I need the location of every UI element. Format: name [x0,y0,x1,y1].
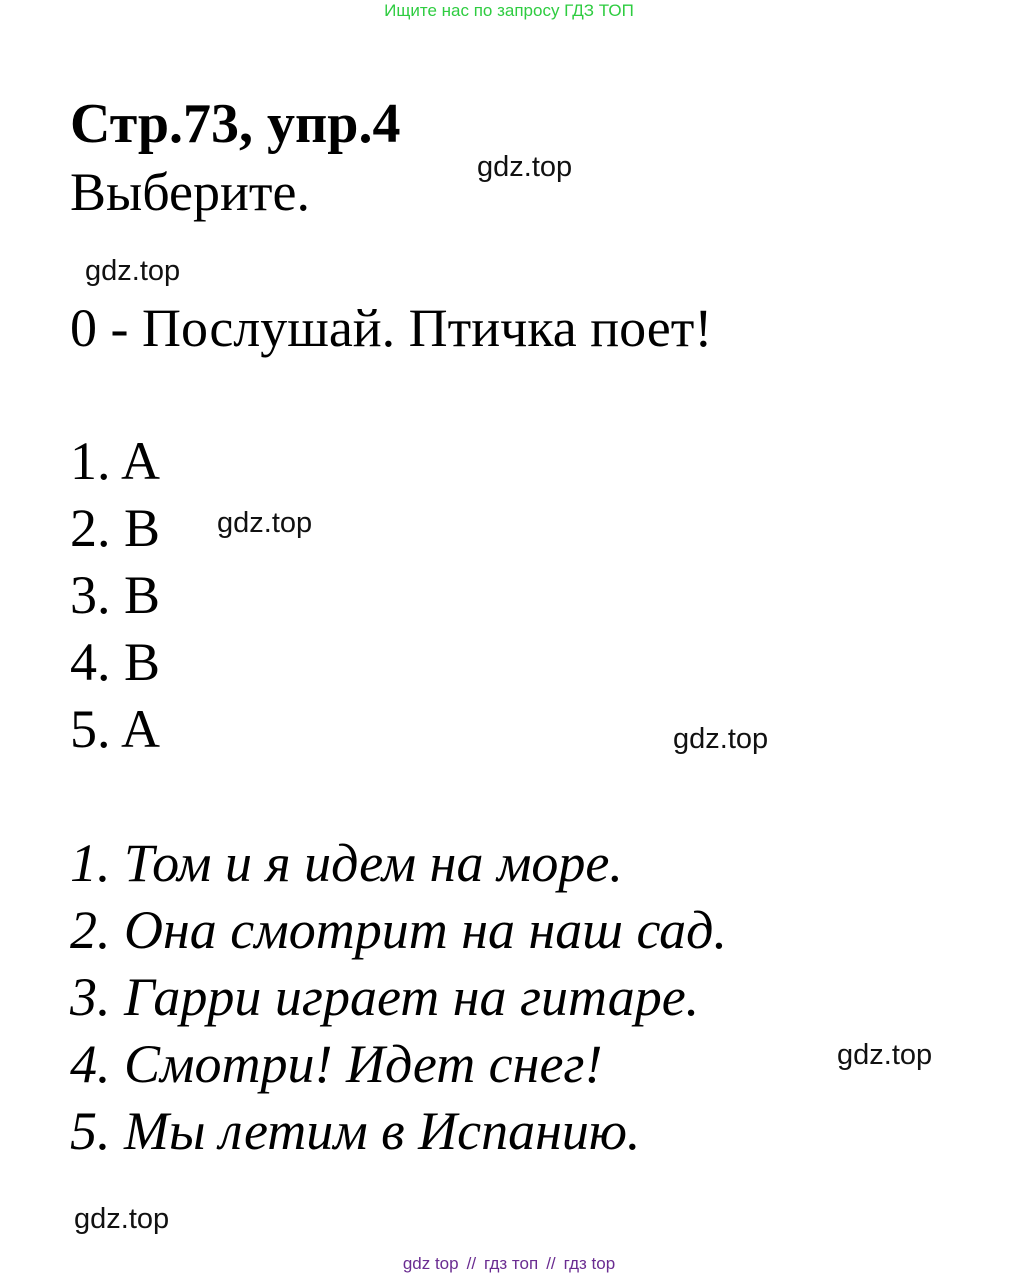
answer-item: 3. B [70,565,161,625]
answer-item: 5. A [70,699,161,759]
footer-link[interactable]: гдз топ [484,1254,539,1273]
translation-item: 5. Мы летим в Испанию. [70,1101,641,1161]
footer-separator: // [546,1254,556,1273]
watermark: gdz.top [217,507,313,539]
watermark: gdz.top [837,1039,933,1071]
footer-separator: // [466,1254,477,1273]
page-title: Стр.73, упр.4 [70,93,401,155]
watermark: gdz.top [85,255,181,287]
example-line: 0 - Послушай. Птичка поет! [70,298,713,358]
answer-item: 1. A [70,431,161,491]
translation-item: 2. Она смотрит на наш сад. [70,900,727,960]
footer-links [0,1253,1018,1275]
answer-item: 2. B [70,498,161,558]
watermark: gdz.top [74,1203,170,1235]
answer-list [70,428,160,763]
watermark: gdz.top [673,723,769,755]
footer-link[interactable]: гдз top [563,1254,616,1273]
watermark: gdz.top [477,151,573,183]
translation-item: 3. Гарри играет на гитаре. [70,967,700,1027]
translation-item: 1. Том и я идем на море. [70,833,623,893]
footer-link[interactable]: gdz top [402,1254,459,1273]
answer-item: 4. B [70,632,161,692]
translation-list [70,830,727,1165]
translation-item: 4. Смотри! Идет снег! [70,1034,603,1094]
task-instruction: Выберите. [70,162,310,222]
top-search-banner: Ищите нас по запросу ГДЗ ТОП [384,1,634,20]
